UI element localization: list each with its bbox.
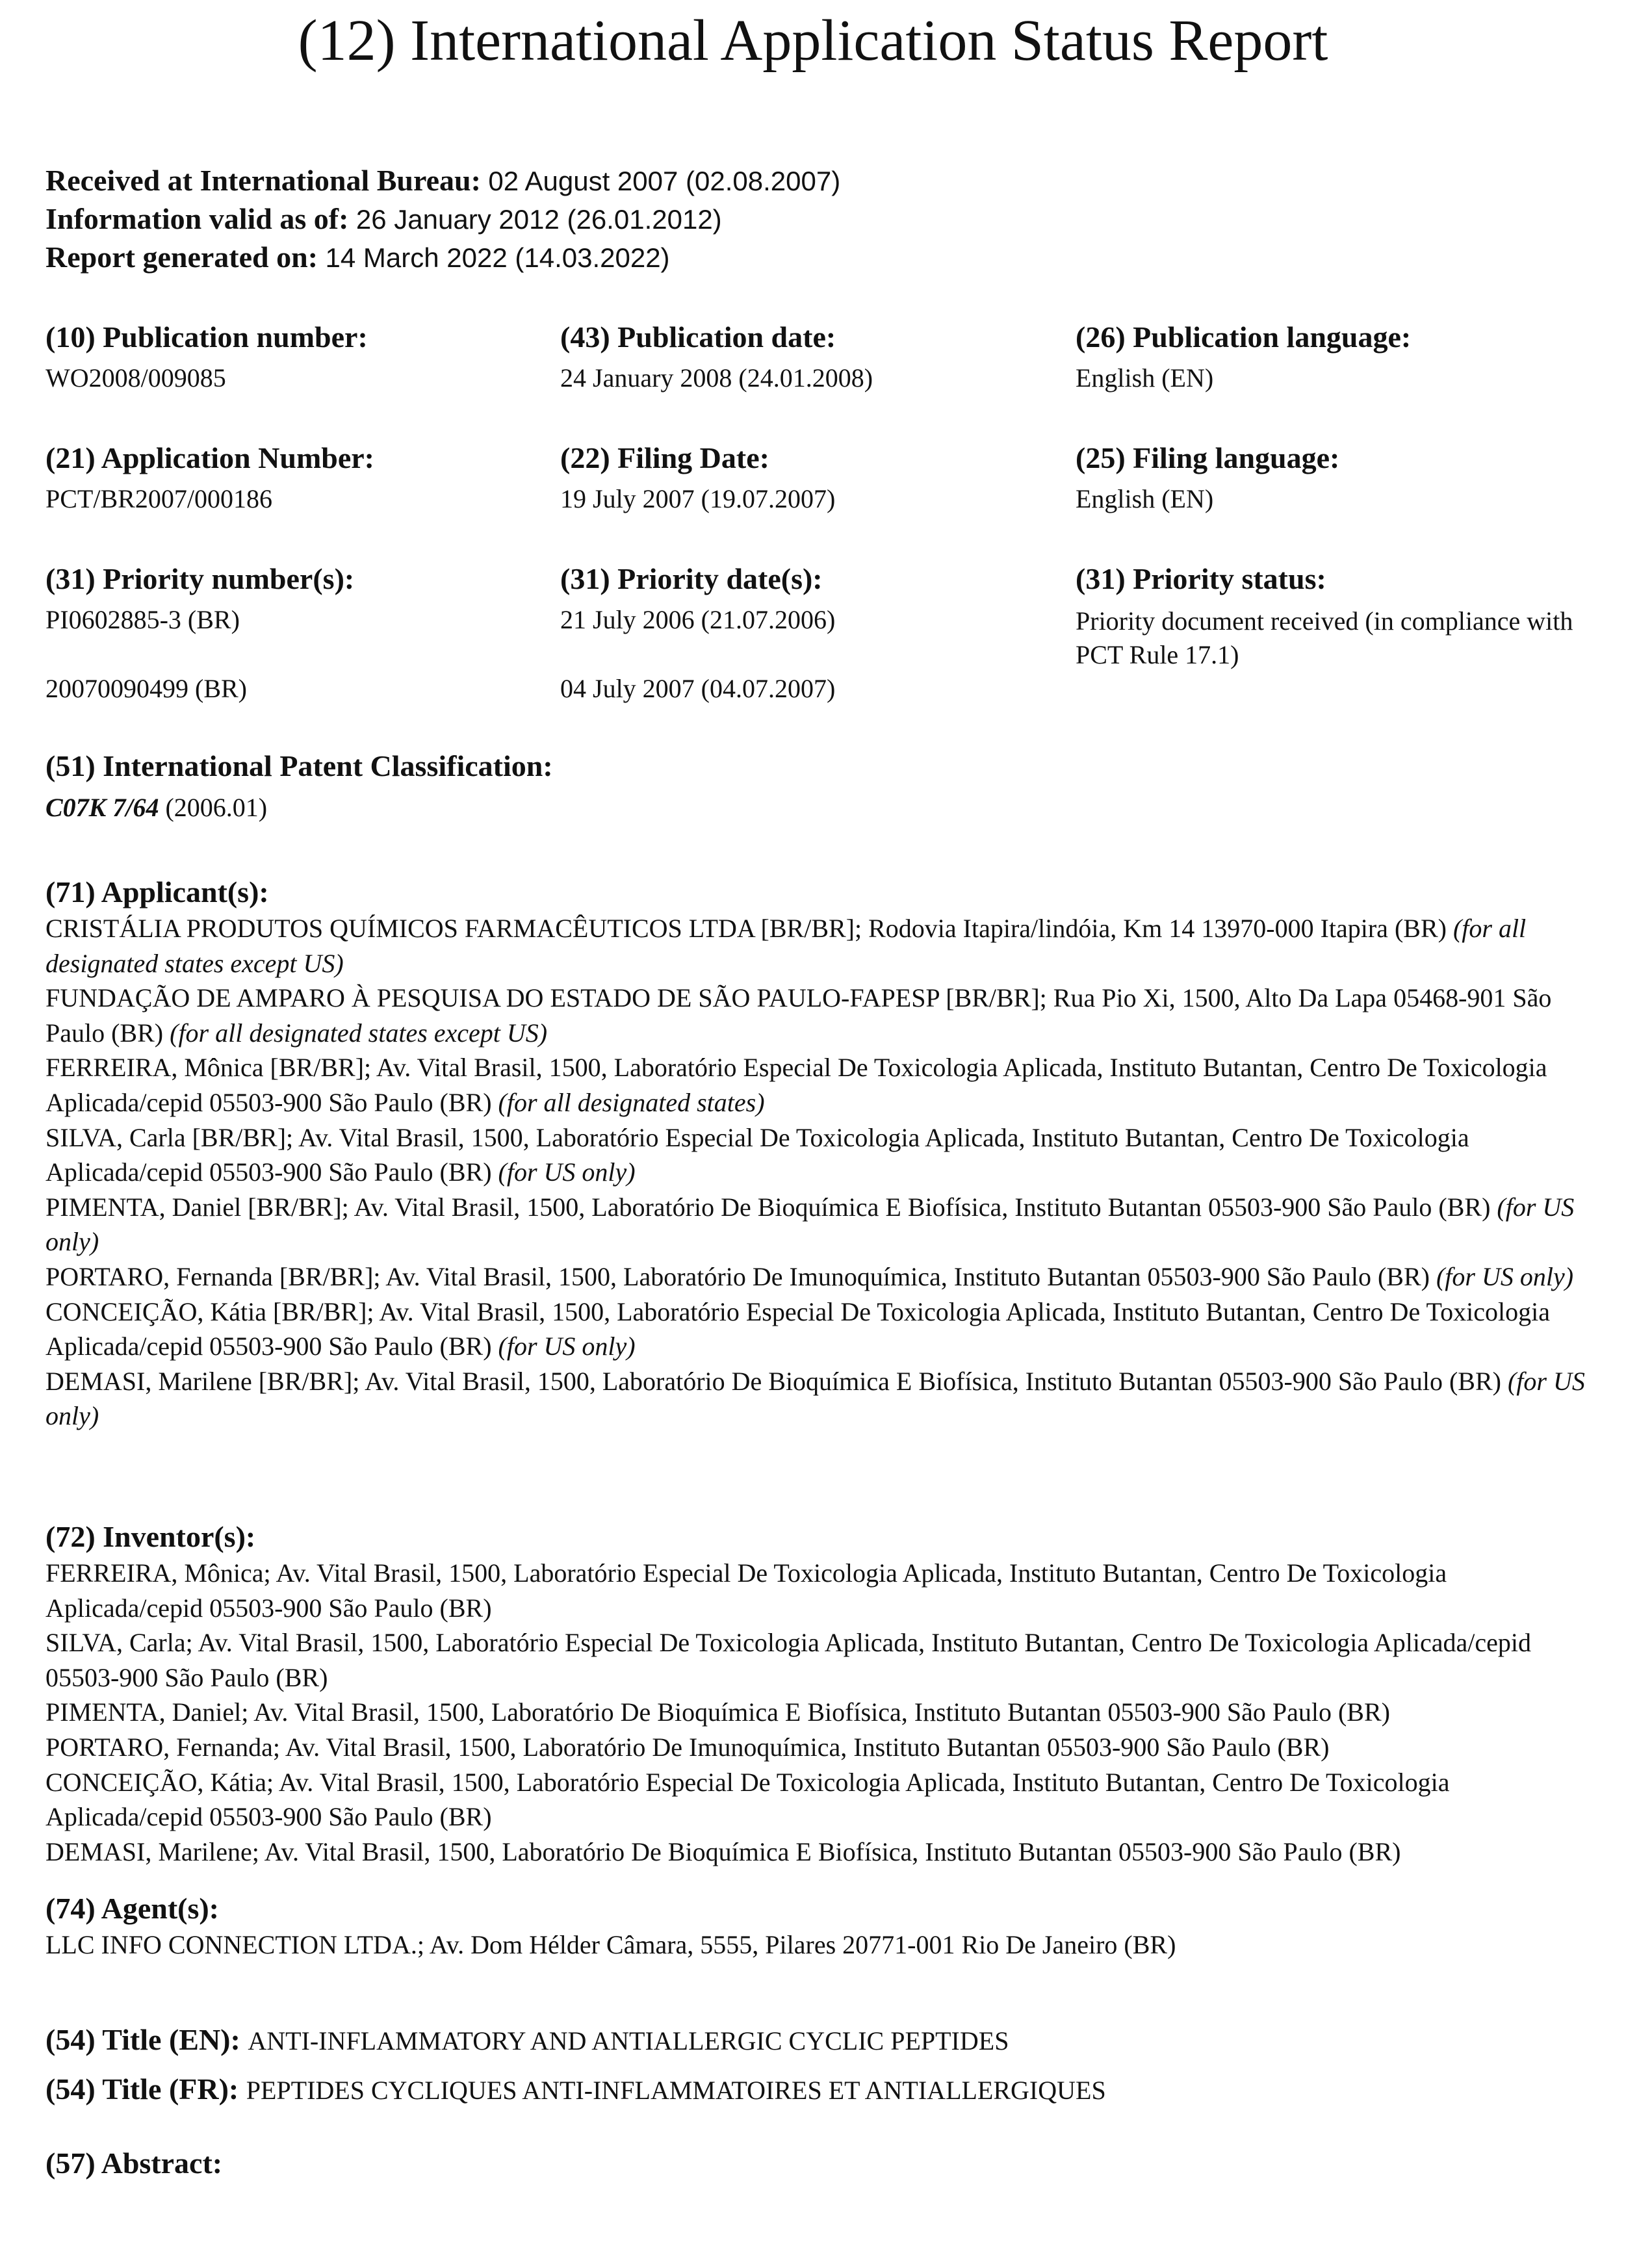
filing-date-value: 19 July 2007 (19.07.2007) [560,484,836,513]
meta-received-value: 02 August 2007 (02.08.2007) [488,166,841,196]
title-fr-label: (54) Title (FR): [45,2072,239,2106]
title-en [45,2022,1009,2057]
ipc-code: C07K 7/64 [45,793,159,822]
report-meta [45,161,840,276]
meta-valid-value: 26 January 2012 (26.01.2012) [355,204,722,235]
agents-section [45,1890,1592,1963]
meta-received-label: Received at International Bureau: [45,164,481,197]
priority-numbers-label: (31) Priority number(s): [45,562,355,595]
applicant-entry: SILVA, Carla [BR/BR]; Av. Vital Brasil, 1500, Laboratório Especial De Toxicologia Aplicada, Instituto Butantan, Centro De Toxicologia Aplicada/cepid 05503-900 São Paulo (BR) (for US only) [45,1122,1469,1187]
publication-number-label: (10) Publication number: [45,320,368,354]
applicant-entry: FUNDAÇÃO DE AMPARO À PESQUISA DO ESTADO DE SÃO PAULO-FAPESP [BR/BR]; Rua Pio Xi, 1500, Alto Da Lapa 05468-901 São Paulo (BR) (for all designated states except US) [45,983,1552,1048]
inventor-entry: SILVA, Carla; Av. Vital Brasil, 1500, Laboratório Especial De Toxicologia Aplicada, Instituto Butantan, Centro De Toxicologia Aplicada/cepid 05503-900 São Paulo (BR) [45,1628,1531,1692]
applicant-entry: CONCEIÇÃO, Kátia [BR/BR]; Av. Vital Brasil, 1500, Laboratório Especial De Toxicologia Aplicada, Instituto Butantan, Centro De Toxicologia Aplicada/cepid 05503-900 São Paulo (BR) (for US only) [45,1296,1550,1361]
applicant-entry: PORTARO, Fernanda [BR/BR]; Av. Vital Brasil, 1500, Laboratório De Imunoquímica, Instituto Butantan 05503-900 São Paulo (BR) (for US only) [45,1261,1574,1291]
priority-date-1: 21 July 2006 (21.07.2006) [560,605,836,634]
priority-number-2: 20070090499 (BR) [45,674,247,703]
inventors-section [45,1518,1592,1869]
inventors-label: (72) Inventor(s): [45,1520,256,1553]
inventor-entry: PIMENTA, Daniel; Av. Vital Brasil, 1500, Laboratório De Bioquímica E Biofísica, Instituto Butantan 05503-900 São Paulo (BR) [45,1697,1390,1727]
filing-language-label: (25) Filing language: [1076,441,1340,474]
agent-entry: LLC INFO CONNECTION LTDA.; Av. Dom Hélder Câmara, 5555, Pilares 20771-001 Rio De Janeiro (BR) [45,1930,1176,1959]
publication-date-value: 24 January 2008 (24.01.2008) [560,363,873,393]
meta-valid [45,200,840,238]
inventor-entry: PORTARO, Fernanda; Av. Vital Brasil, 1500, Laboratório De Imunoquímica, Instituto Butantan 05503-900 São Paulo (BR) [45,1732,1330,1762]
publication-language-value: English (EN) [1076,363,1214,393]
meta-generated-value: 14 March 2022 (14.03.2022) [325,242,670,273]
ipc-version: (2006.01) [165,793,268,822]
title-fr [45,2072,1106,2106]
priority-status-value: Priority document received (in compliance with PCT Rule 17.1) [1076,606,1573,669]
publication-date-label: (43) Publication date: [560,320,836,354]
agents-label: (74) Agent(s): [45,1892,219,1925]
ipc-label: (51) International Patent Classification: [45,749,553,782]
meta-valid-label: Information valid as of: [45,202,349,235]
application-number-value: PCT/BR2007/000186 [45,484,272,513]
abstract-heading [45,2146,222,2180]
applicant-entry: PIMENTA, Daniel [BR/BR]; Av. Vital Brasil, 1500, Laboratório De Bioquímica E Biofísica, Instituto Butantan 05503-900 São Paulo (BR) (for US only) [45,1192,1575,1257]
applicants-label: (71) Applicant(s): [45,875,269,908]
title-en-value: ANTI-INFLAMMATORY AND ANTIALLERGIC CYCLIC PEPTIDES [248,2026,1009,2055]
publication-number-value: WO2008/009085 [45,363,226,393]
applicants-section [45,873,1592,1434]
application-number-label: (21) Application Number: [45,441,374,474]
applicant-entry: DEMASI, Marilene [BR/BR]; Av. Vital Brasil, 1500, Laboratório De Bioquímica E Biofísica, Instituto Butantan 05503-900 São Paulo (BR) (for US only) [45,1366,1585,1431]
priority-date-2: 04 July 2007 (04.07.2007) [560,674,836,703]
meta-generated-label: Report generated on: [45,240,318,274]
applicant-entry: CRISTÁLIA PRODUTOS QUÍMICOS FARMACÊUTICOS LTDA [BR/BR]; Rodovia Itapira/lindóia, Km 14 13970-000 Itapira (BR) (for all designated states except US) [45,914,1527,978]
inventor-entry: FERREIRA, Mônica; Av. Vital Brasil, 1500, Laboratório Especial De Toxicologia Aplicada, Instituto Butantan, Centro De Toxicologia Aplicada/cepid 05503-900 São Paulo (BR) [45,1558,1447,1623]
inventor-entry: CONCEIÇÃO, Kátia; Av. Vital Brasil, 1500, Laboratório Especial De Toxicologia Aplicada, Instituto Butantan, Centro De Toxicologia Aplicada/cepid 05503-900 São Paulo (BR) [45,1767,1450,1832]
filing-language-value: English (EN) [1076,484,1214,513]
publication-language-label: (26) Publication language: [1076,320,1412,354]
report-title: (12) International Application Status Report [298,8,1328,73]
priority-number-1: PI0602885-3 (BR) [45,605,240,634]
filing-date-label: (22) Filing Date: [560,441,769,474]
inventor-entry: DEMASI, Marilene; Av. Vital Brasil, 1500, Laboratório De Bioquímica E Biofísica, Instituto Butantan 05503-900 São Paulo (BR) [45,1836,1401,1866]
priority-status-label: (31) Priority status: [1076,562,1326,595]
meta-received [45,161,840,200]
meta-generated [45,238,840,276]
title-fr-value: PEPTIDES CYCLIQUES ANTI-INFLAMMATOIRES ET ANTIALLERGIQUES [246,2076,1106,2105]
ipc-section [45,747,1592,825]
title-en-label: (54) Title (EN): [45,2023,240,2056]
applicant-entry: FERREIRA, Mônica [BR/BR]; Av. Vital Brasil, 1500, Laboratório Especial De Toxicologia Aplicada, Instituto Butantan, Centro De Toxicologia Aplicada/cepid 05503-900 São Paulo (BR) (for all designated states) [45,1053,1547,1117]
priority-dates-label: (31) Priority date(s): [560,562,823,595]
abstract-label: (57) Abstract: [45,2146,223,2180]
